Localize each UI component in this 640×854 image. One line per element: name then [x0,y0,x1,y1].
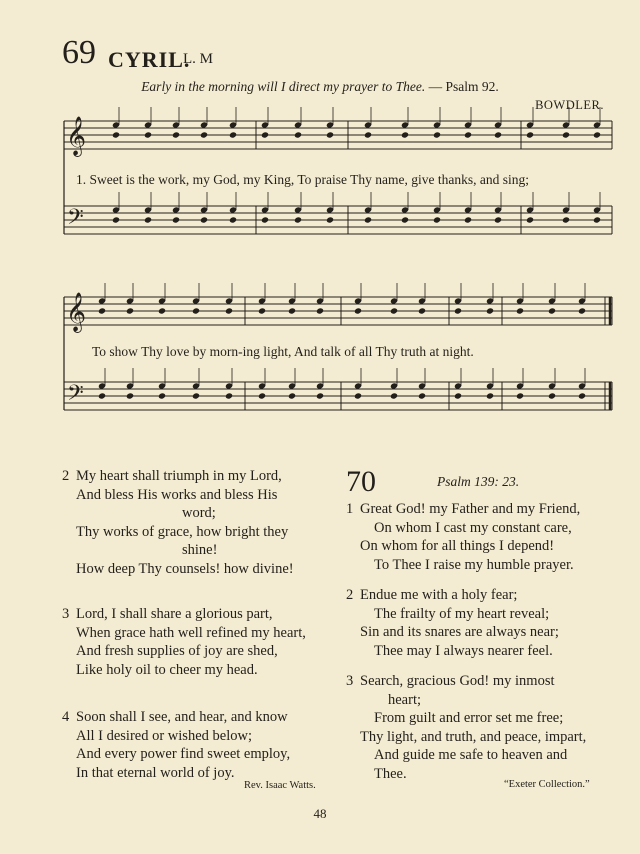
note [354,392,362,399]
note [294,131,302,138]
note [548,307,556,314]
verse-line: From guilt and error set me free; [374,710,564,726]
note [433,216,441,223]
hymn69-credit: Rev. Isaac Watts. [244,780,316,791]
bass-clef-icon: 𝄢 [67,381,84,411]
verse-text: Soon shall I see, and hear, and know [76,709,288,725]
verse-line: Thee. [374,765,407,782]
note [225,392,233,399]
tune-name: CYRIL. [108,47,191,72]
note [200,216,208,223]
note [354,307,362,314]
note [516,392,524,399]
note [364,216,372,223]
note [578,307,586,314]
note [229,131,237,138]
hymn-number: 69 [62,34,96,71]
note [192,307,200,314]
note [454,307,462,314]
note [158,392,166,399]
note [562,131,570,138]
note [516,307,524,314]
verse-line [62,467,338,486]
hymn69-verse-3 [62,605,306,679]
page-number: 48 [313,806,327,821]
note [144,131,152,138]
note [390,392,398,399]
note [316,392,324,399]
verse-line: Thy works of grace, how bright they [76,523,289,540]
treble-clef-icon: 𝄞 [66,292,87,332]
composer: BOWDLER. [535,98,604,112]
note [464,216,472,223]
note [112,216,120,223]
hymn70-verse-3 [346,672,586,783]
note [454,392,462,399]
hymn70-scripture: Psalm 139: 23. [437,474,520,489]
verse-line [346,672,586,691]
note [562,216,570,223]
note [200,131,208,138]
verse-number: 4 [62,709,70,725]
note [593,131,601,138]
verse-line [346,500,622,519]
verse-number: 2 [346,587,354,603]
verse-line: And guide me safe to heaven and [374,747,568,763]
note [578,392,586,399]
hymn70-number: 70 [346,465,376,498]
verse-text: Great God! my Father and my Friend, [360,501,581,517]
verse-line: And fresh supplies of joy are shed, [76,643,278,659]
verse-text: Search, gracious God! my inmost [360,673,555,689]
note [316,307,324,314]
epigraph-source: — Psalm 92. [428,79,499,94]
verse-line: heart; [388,691,422,708]
note [390,307,398,314]
verse-line: And bless His works and bless His [76,486,278,503]
verse-line [62,708,290,727]
lyrics-line-2: To show Thy love by morn-ing light, And talk of all Thy truth at night. [92,344,474,359]
hymn69-verse-4 [62,708,290,782]
note [258,392,266,399]
note [526,131,534,138]
verse-number: 3 [346,673,354,689]
note [326,131,334,138]
verse-line: When grace hath well refined my heart, [76,624,306,641]
note [288,307,296,314]
verse-line: Thee may I always nearer feel. [374,642,553,659]
note [364,131,372,138]
meter: L. M [183,51,213,67]
verse-line [346,586,559,605]
note [486,307,494,314]
verse-line [62,605,306,624]
bass-clef-icon: 𝄢 [67,205,84,235]
note [433,131,441,138]
note [258,307,266,314]
note [98,392,106,399]
note [418,392,426,399]
verse-number: 2 [62,468,70,484]
note [494,216,502,223]
hymn70-verse-1 [346,500,622,574]
verse-line: Thy light, and truth, and peace, impart, [360,728,587,745]
epigraph-text: Early in the morning will I direct my prayer to Thee. [141,79,426,94]
hymn69-verses [62,467,338,781]
verse-text: Lord, I shall share a glorious part, [76,606,273,622]
hymn69-verse-2 [62,467,338,578]
note [172,216,180,223]
verse-line: On whom for all things I depend! [360,538,555,554]
verse-number: 1 [346,501,354,517]
note [326,216,334,223]
note [172,131,180,138]
verse-line: shine! [182,542,218,558]
note [126,392,134,399]
verse-line: To Thee I raise my humble prayer. [374,556,574,573]
note [418,307,426,314]
note [464,131,472,138]
lyrics-line-1: 1. Sweet is the work, my God, my King, To praise Thy name, give thanks, and sing; [76,172,530,187]
verse-line: On whom I cast my constant care, [374,519,572,536]
hymn70-credit: “Exeter Collection.” [504,779,590,790]
note [112,131,120,138]
verse-line: And every power find sweet employ, [76,746,291,762]
note [526,216,534,223]
note [229,216,237,223]
note [548,392,556,399]
hymn70-verses [346,500,622,782]
verse-line: All I desired or wished below; [76,727,252,744]
note [158,307,166,314]
note [288,392,296,399]
verse-number: 3 [62,606,70,622]
note [225,307,233,314]
note [593,216,601,223]
verse-line: How deep Thy counsels! how divine! [76,560,294,577]
verse-line: word; [182,505,216,521]
verse-text: My heart shall triumph in my Lord, [76,468,282,484]
verse-line: The frailty of my heart reveal; [374,605,550,622]
hymn70-verse-2 [346,586,559,660]
note [401,216,409,223]
note [144,216,152,223]
verse-line: Like holy oil to cheer my head. [76,661,258,678]
note [261,131,269,138]
note [494,131,502,138]
note [192,392,200,399]
treble-clef-icon: 𝄞 [66,116,87,156]
verse-line: In that eternal world of joy. [76,764,235,781]
note [486,392,494,399]
note [294,216,302,223]
verse-text: Endue me with a holy fear; [360,587,518,603]
note [126,307,134,314]
verse-line: Sin and its snares are always near; [360,624,559,640]
note [98,307,106,314]
note [401,131,409,138]
note [261,216,269,223]
